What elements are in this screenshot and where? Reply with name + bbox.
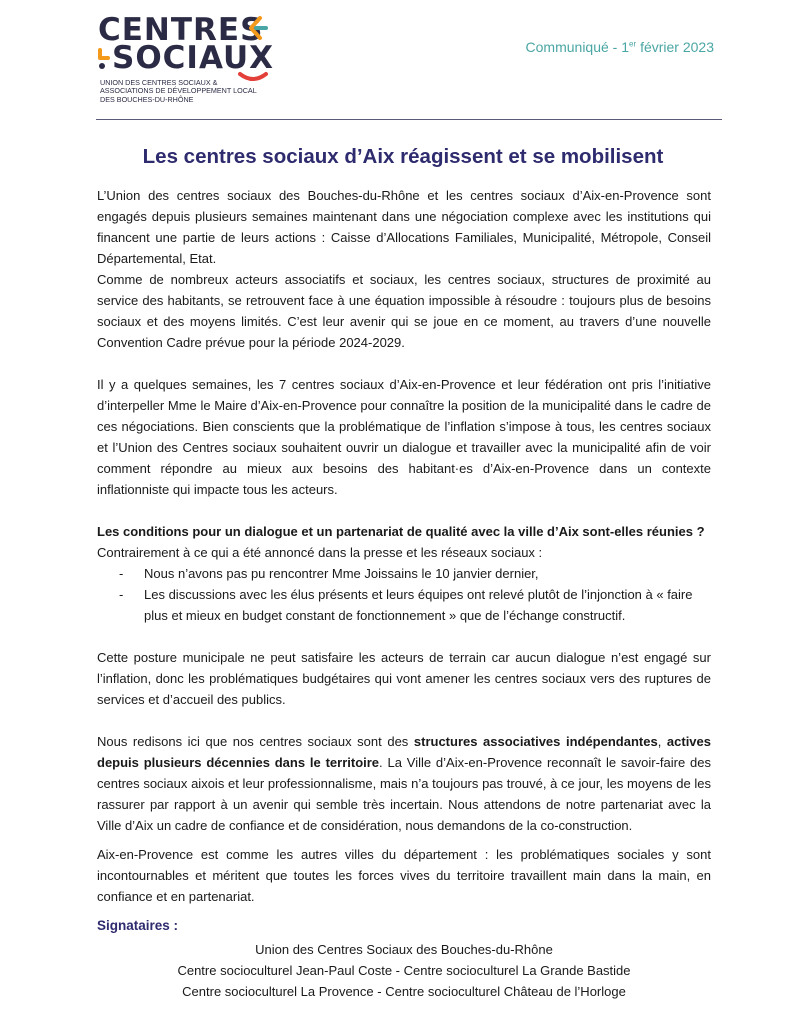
paragraph-4: Cette posture municipale ne peut satisfaire les acteurs de terrain car aucun dialogue n’est engagé sur l’inflation, donc les problématiques budgétaires qui vont amener les centres sociaux vers des ruptures de services et d’accueil des publics. <box>97 650 711 707</box>
paragraph-3: Il y a quelques semaines, les 7 centres sociaux d’Aix-en-Provence et leur fédération ont pris l’initiative d’interpeller Mme le Maire d’Aix-en-Provence pour connaître la position de la municipalité dans le cadre de ces négociations. Bien conscients que la problématique de l’inflation s’impose à tous, les centres sociaux et l’Union des Centres sociaux souhaitent ouvrir un dialogue et travailler avec la municipalité afin de voir comment répondre au mieux aux besoins des habitant·es d’Aix-en-Provence dans un contexte inflationniste qui impacte tous les acteurs. <box>97 377 711 497</box>
page-title: Les centres sociaux d’Aix réagissent et se mobilisent <box>142 145 664 168</box>
header-divider <box>96 119 722 120</box>
logo-subtitle: UNION DES CENTRES SOCIAUX & ASSOCIATIONS DE DÉVELOPPEMENT LOCAL DES BOUCHES-DU-RHÔNE <box>100 78 257 104</box>
paragraph-1: L’Union des centres sociaux des Bouches-du-Rhône et les centres sociaux d’Aix-en-Provence sont engagés depuis plusieurs semaines maintenant dans une négociation complexe avec les institutions qui financent une partie de leurs actions : Caisse d’Allocations Familiales, Municipalité, Métropole, Conseil Départemental, Etat. <box>97 188 711 266</box>
list-item: - Nous n’avons pas pu rencontrer Mme Joissains le 10 janvier dernier, <box>119 566 539 581</box>
paragraph-5: Nous redisons ici que nos centres sociaux sont des structures associatives indépendantes, actives depuis plusieurs décennies dans le territoire. La Ville d’Aix-en-Provence reconnaît le savoir-faire des centres sociaux aixois et leur professionnalisme, mais n’a toujours pas trouvé, à ce jour, les moyens de les rassurer par rapport à un avenir qui semble très incertain. Nous attendons de notre partenariat avec la Ville d’Aix un cadre de confiance et de considération, nous demandons de la co-construction. <box>97 734 711 833</box>
paragraph-2: Comme de nombreux acteurs associatifs et sociaux, les centres sociaux, structures de proximité au service des habitants, se retrouvent face à une équation impossible à résoudre : toujours plus de besoins sociaux et des moyens limités. C’est leur avenir qui se joue en ce moment, au travers d’une nouvelle Convention Cadre prévue pour la période 2024-2029. <box>97 272 711 350</box>
list-item: - Les discussions avec les élus présents et leurs équipes ont relevé plutôt de l’injonction à « faire plus et mieux en budget constant de fonctionnement » que de l’échange constructif. <box>119 587 693 623</box>
logo <box>98 12 298 112</box>
signatory-line: Centre socioculturel La Provence - Centre socioculturel Château de l’Horloge <box>182 984 626 999</box>
signatories-list <box>97 939 711 1002</box>
paragraph-6: Aix-en-Provence est comme les autres villes du département : les problématiques sociales y sont incontournables et méritent que toutes les forces vives du territoire travaillent main dans la main, en confiance et en partenariat. <box>97 847 711 904</box>
signatory-line: Centre socioculturel Jean-Paul Coste - Centre socioculturel La Grande Bastide <box>177 963 631 978</box>
question-heading: Les conditions pour un dialogue et un partenariat de qualité avec la ville d’Aix sont-elles réunies ? <box>97 524 705 539</box>
bullet-list <box>97 563 711 626</box>
communique-date: Communiqué - 1er février 2023 <box>525 39 714 55</box>
signatory-line: Union des Centres Sociaux des Bouches-du-Rhône <box>255 942 553 957</box>
contrary-intro: Contrairement à ce qui a été annoncé dans la presse et les réseaux sociaux : <box>97 545 543 560</box>
signatories-heading: Signataires : <box>97 918 179 933</box>
document-body <box>97 185 711 907</box>
logo-dot <box>99 63 105 69</box>
logo-orange-square <box>100 50 108 58</box>
logo-line-2: SOCIAUX <box>112 40 275 76</box>
logo-line-1: CENTRES <box>98 12 264 48</box>
